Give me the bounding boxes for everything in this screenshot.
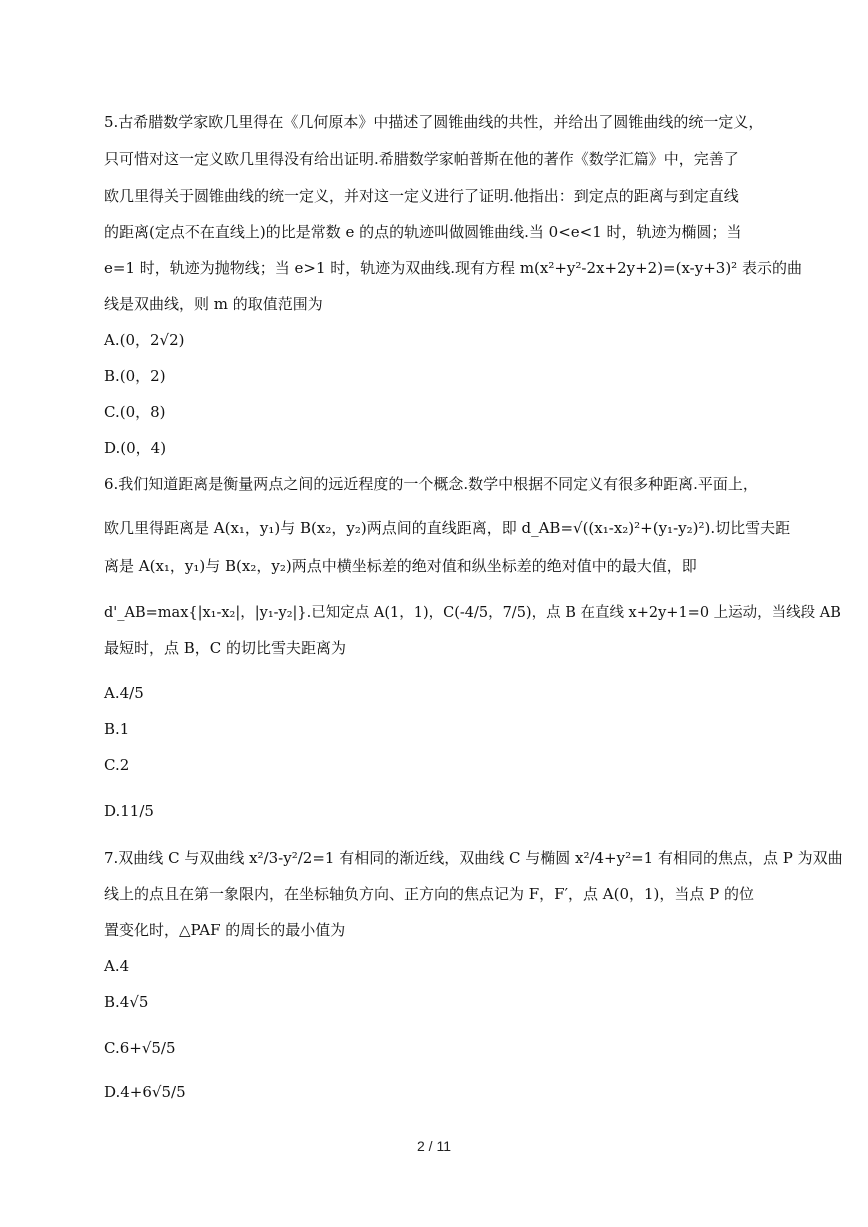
q6-option-c: C.2 [104,756,130,774]
q7-line-2: 线上的点且在第一象限内，在坐标轴负方向、正方向的焦点记为 F，F′，点 A(0，1)，当点 P 的位 [104,885,755,903]
q5-option-b: B.(0，2) [104,367,166,385]
q7-option-c: C.6+√5/5 [104,1039,176,1057]
q6-line-5: 最短时，点 B，C 的切比雪夫距离为 [104,639,347,657]
q5-line-6: 线是双曲线，则 m 的取值范围为 [104,295,323,313]
q7-option-d: D.4+6√5/5 [104,1083,186,1101]
q6-line-2: 欧几里得距离是 A(x₁，y₁)与 B(x₂，y₂)两点间的直线距离，即 d_AB=√((x₁-x₂)²+(y₁-y₂)²).切比雪夫距 [104,519,791,537]
q5-line-4: 的距离(定点不在直线上)的比是常数 e 的点的轨迹叫做圆锥曲线.当 0<e<1 时，轨迹为椭圆；当 [104,223,742,241]
q6-option-a: A.4/5 [104,684,144,702]
q5-line-5: e=1 时，轨迹为抛物线；当 e>1 时，轨迹为双曲线.现有方程 m(x²+y²-2x+2y+2)=(x-y+3)² 表示的曲 [104,259,802,277]
q5-line-1: 5.古希腊数学家欧几里得在《几何原本》中描述了圆锥曲线的共性，并给出了圆锥曲线的统一定义， [104,113,764,131]
q7-line-3: 置变化时，△PAF 的周长的最小值为 [104,921,346,939]
q5-option-d: D.(0，4) [104,439,167,457]
q7-option-a: A.4 [104,957,130,975]
q6-option-b: B.1 [104,720,130,738]
q6-line-3: 离是 A(x₁，y₁)与 B(x₂，y₂)两点中横坐标差的绝对值和纵坐标差的绝对值中的最大值，即 [104,557,697,575]
page-number: 2 / 11 [417,1138,451,1154]
q5-line-2: 只可惜对这一定义欧几里得没有给出证明.希腊数学家帕普斯在他的著作《数学汇篇》中，完善了 [104,150,739,168]
q6-line-1: 6.我们知道距离是衡量两点之间的远近程度的一个概念.数学中根据不同定义有很多种距离.平面上， [104,475,758,493]
q5-line-3: 欧几里得关于圆锥曲线的统一定义，并对这一定义进行了证明.他指出：到定点的距离与到定直线 [104,187,739,205]
q7-option-b: B.4√5 [104,993,149,1011]
q6-line-4: d'_AB=max{|x₁-x₂|，|y₁-y₂|}.已知定点 A(1，1)，C(-4/5，7/5)，点 B 在直线 x+2y+1=0 上运动，当线段 AB [104,605,841,621]
q7-line-1: 7.双曲线 C 与双曲线 x²/3-y²/2=1 有相同的渐近线，双曲线 C 与椭圆 x²/4+y²=1 有相同的焦点，点 P 为双曲 [104,849,843,867]
q5-option-a: A.(0，2√2) [104,331,185,349]
q6-option-d: D.11/5 [104,802,154,820]
q5-option-c: C.(0，8) [104,403,166,421]
